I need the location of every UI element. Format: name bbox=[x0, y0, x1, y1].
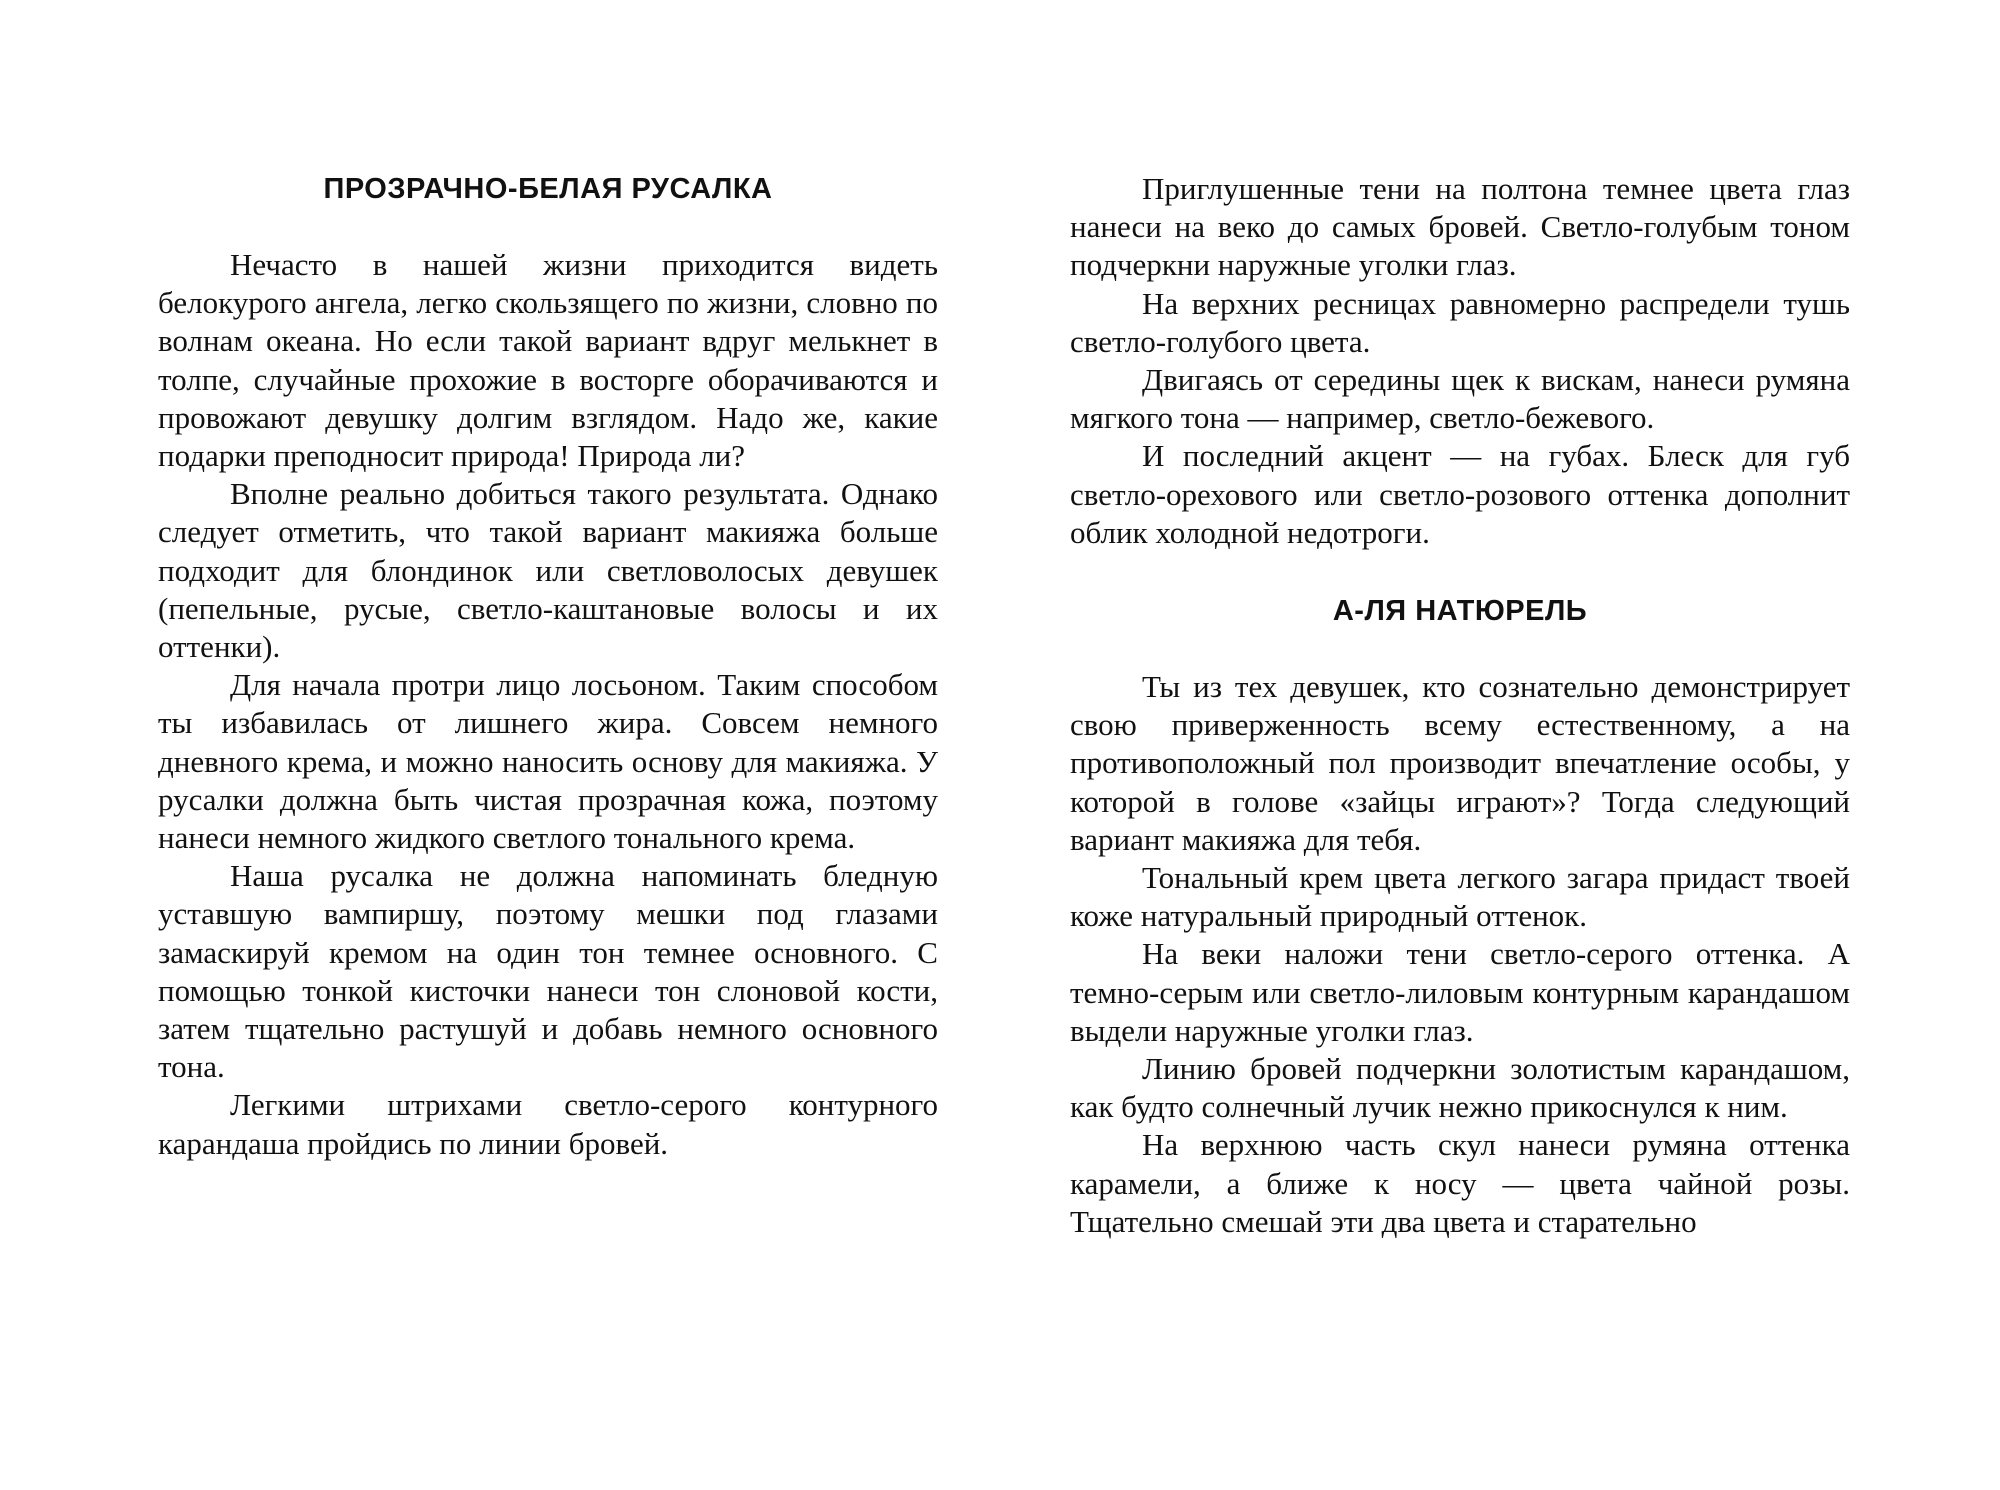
paragraph: Тональный крем цвета легкого загара придаст твоей коже натуральный природный оттенок. bbox=[1070, 860, 1850, 934]
paragraph: Наша русалка не должна напоминать бледную уставшую вампиршу, поэтому мешки под глазами замаскируй кремом на один тон темнее основного. С помощью тонкой кисточки нанеси тон слоновой кости, затем тщательно растушуй и добавь немного основного тона. bbox=[158, 858, 938, 1085]
paragraph: Вполне реально добиться такого результата. Однако следует отметить, что такой вариант макияжа больше подходит для блондинок или светловолосых девушек (пепельные, русые, светло-каштановые волосы и их оттенки). bbox=[158, 476, 938, 665]
section-title-natural: А-ЛЯ НАТЮРЕЛЬ bbox=[1332, 595, 1588, 628]
paragraph: На верхних ресницах равномерно распредели тушь светло-голубого цвета. bbox=[1070, 285, 1850, 359]
paragraph: Линию бровей подчеркни золотистым карандашом, как будто солнечный лучик нежно прикоснулся к ним. bbox=[1070, 1051, 1850, 1125]
paragraph: Двигаясь от середины щек к вискам, нанеси румяна мягкого тона — например, светло-бежевого. bbox=[1070, 362, 1850, 436]
paragraph: Приглушенные тени на полтона темнее цвета глаз нанеси на веко до самых бровей. Светло-голубым тоном подчеркни наружные уголки глаз. bbox=[1070, 171, 1850, 283]
paragraph: И последний акцент — на губах. Блеск для губ светло-орехового или светло-розового оттенка дополнит облик холодной недотроги. bbox=[1070, 438, 1850, 550]
paragraph: Ты из тех девушек, кто сознательно демонстрирует свою приверженность всему естественному, а на противоположный пол производит впечатление особы, у которой в голове «зайцы играют»? Тогда следующий вариант макияжа для тебя. bbox=[1070, 669, 1850, 857]
paragraph: Легкими штрихами светло-серого контурного карандаша пройдись по линии бровей. bbox=[158, 1087, 938, 1161]
right-page bbox=[1070, 170, 1850, 1241]
paragraph: Для начала протри лицо лосьоном. Таким способом ты избавилась от лишнего жира. Совсем немного дневного крема, и можно наносить основу для макияжа. У русалки должна быть чистая прозрачная кожа, поэтому нанеси немного жидкого светлого тонального крема. bbox=[158, 667, 938, 856]
left-page bbox=[158, 170, 938, 1163]
paragraph: На верхнюю часть скул нанеси румяна оттенка карамели, а ближе к носу — цвета чайной розы. Тщательно смешай эти два цвета и старательно bbox=[1070, 1127, 1850, 1239]
section-title-mermaid: ПРОЗРАЧНО-БЕЛАЯ РУСАЛКА bbox=[323, 173, 773, 205]
paragraph: Нечасто в нашей жизни приходится видеть белокурого ангела, легко скользящего по жизни, словно по волнам океана. Но если такой вариант вдруг мелькнет в толпе, случайные прохожие в восторге оборачиваются и провожают девушку долгим взглядом. Надо же, какие подарки преподносит природа! Природа ли? bbox=[158, 247, 938, 474]
paragraph: На веки наложи тени светло-серого оттенка. А темно-серым или светло-лиловым контурным карандашом выдели наружные уголки глаз. bbox=[1070, 936, 1850, 1048]
